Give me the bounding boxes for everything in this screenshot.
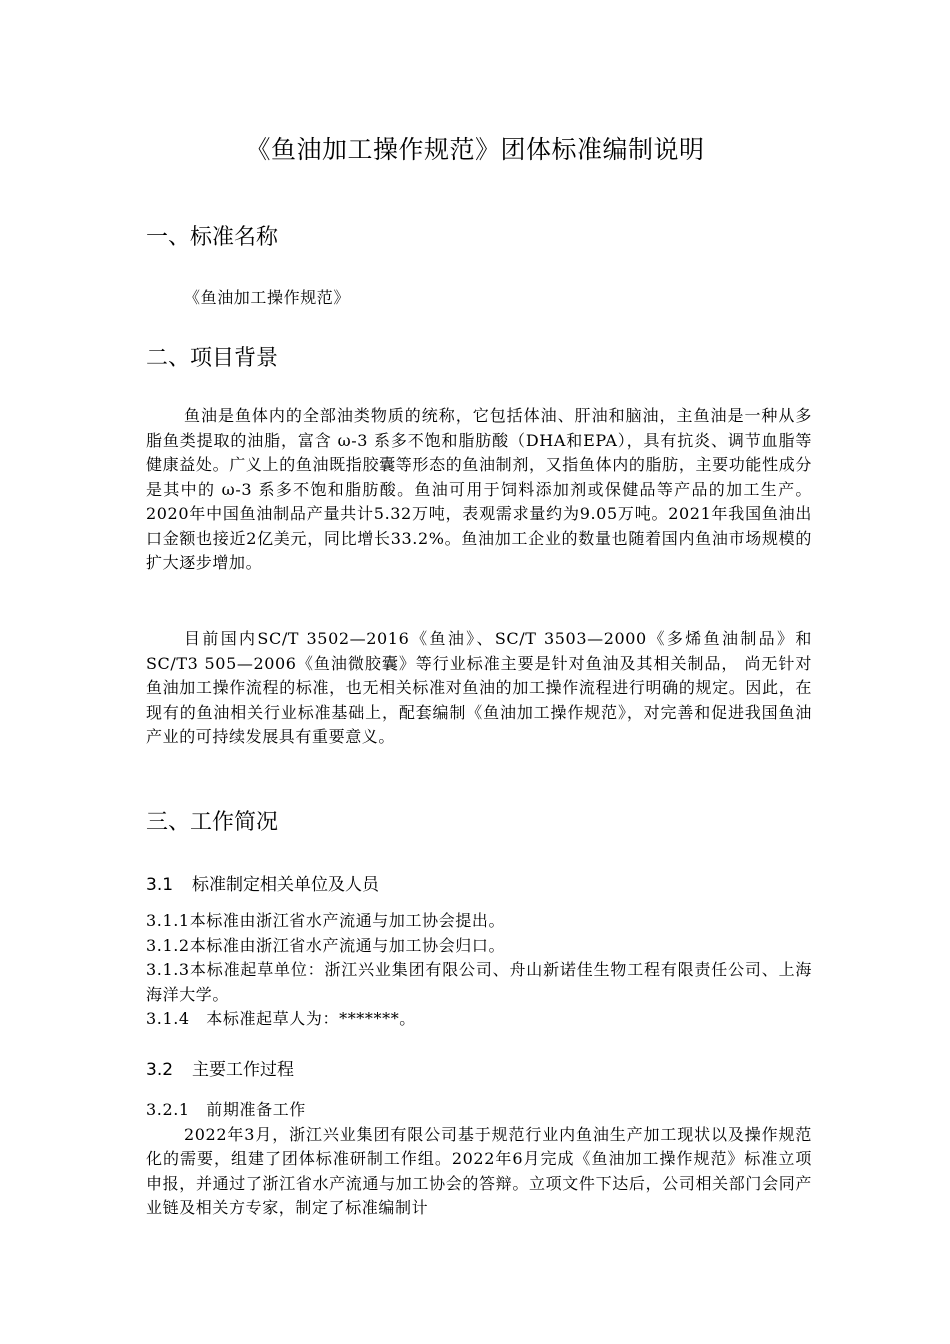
background-paragraph-1-block [146, 404, 812, 576]
section1-heading: 一、标准名称 [146, 225, 279, 250]
section1-content [146, 286, 812, 311]
subsection-3-2-title: 主要工作过程 [192, 1060, 294, 1080]
preparation-paragraph: 2022年3月，浙江兴业集团有限公司基于规范行业内鱼油生产加工现状以及操作规范化的需要，组建了团体标准研制工作组。2022年6月完成《鱼油加工操作规范》标准立项申报，并通过了浙江省水产流通与加工协会的答辩。立项文件下达后，公司相关部门会同产业链及相关方专家，制定了标准编制计 [146, 1124, 812, 1217]
background-paragraph-2-block [146, 627, 812, 750]
background-paragraph-1: 鱼油是鱼体内的全部油类物质的统称，它包括体油、肝油和脑油，主鱼油是一种从多脂鱼类提取的油脂，富含 ω-3 系多不饱和脂肪酸（DHA和EPA），具有抗炎、调节血脂等健康益处。广义上的鱼油既指胶囊等形态的鱼油制剂，又指鱼体内的脂肪，主要功能性成分是其中的 ω-3 系多不饱和脂肪酸。鱼油可用于饲料添加剂或保健品等产品的加工生产。2020年中国鱼油制品产量共计5.32万吨，表观需求量约为9.05万吨。2021年我国鱼油出口金额也接近2亿美元，同比增长33.2%。鱼油加工企业的数量也随着国内鱼油市场规模的扩大逐步增加。 [146, 406, 812, 572]
list-item: 3.1.2本标准由浙江省水产流通与加工协会归口。 [146, 935, 506, 955]
subsection-3-1-heading [146, 873, 379, 897]
document-title: 《鱼油加工操作规范》团体标准编制说明 [245, 135, 705, 164]
subsection-3-2-number: 3.2 [146, 1060, 174, 1080]
list-item: 3.1.1本标准由浙江省水产流通与加工协会提出。 [146, 911, 506, 930]
subsection-3-1-items [146, 909, 812, 1032]
standard-name-text: 《鱼油加工操作规范》 [184, 288, 351, 307]
subsection-3-2-1-heading: 3.2.1 前期准备工作 [146, 1100, 306, 1119]
subsection-3-2-heading [146, 1058, 294, 1082]
section3-heading: 三、工作简况 [146, 810, 279, 835]
subsection-3-1-number: 3.1 [146, 875, 174, 895]
subsection-3-1-title: 标准制定相关单位及人员 [192, 875, 379, 895]
subsection-3-2-1-block [146, 1098, 812, 1221]
section2-heading: 二、项目背景 [146, 346, 279, 371]
background-paragraph-2: 目前国内SC/T 3502—2016《鱼油》、SC/T 3503—2000《多烯鱼油制品》和SC/T3 505—2006《鱼油微胶囊》等行业标准主要是针对鱼油及其相关制品， 尚无针对鱼油加工操作流程的标准，也无相关标准对鱼油的加工操作流程进行明确的规定。因此，在现有的鱼油相关行业标准基础上，配套编制《鱼油加工操作规范》，对完善和促进我国鱼油产业的可持续发展具有重要意义。 [146, 629, 812, 746]
list-item: 3.1.3本标准起草单位：浙江兴业集团有限公司、舟山新诺佳生物工程有限责任公司、上海海洋大学。 [146, 960, 812, 1004]
list-item: 3.1.4 本标准起草人为：*******。 [146, 1009, 416, 1028]
